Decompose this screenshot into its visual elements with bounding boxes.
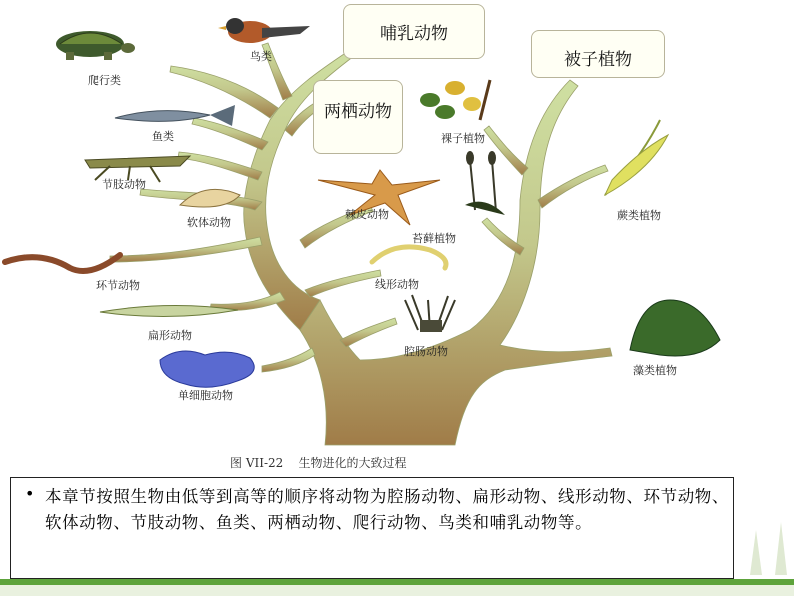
worm-illustration — [5, 255, 120, 271]
description-textbox — [10, 477, 734, 579]
moss-illustration — [465, 151, 505, 215]
branch-coelenterates — [340, 318, 397, 347]
label-coelenterates: 腔肠动物 — [404, 345, 448, 358]
label-annelids: 环节动物 — [96, 279, 140, 292]
flatworm-illustration — [100, 305, 238, 316]
label-nematodes: 线形动物 — [375, 278, 419, 291]
callout-angiosperms-text: 被子植物 — [564, 50, 632, 70]
callout-mammals-text: 哺乳动物 — [380, 24, 448, 44]
branch-gymnosperms — [484, 126, 528, 175]
callout-amphibians — [313, 80, 403, 154]
label-fish: 鱼类 — [152, 130, 174, 143]
label-reptiles: 爬行类 — [88, 74, 121, 87]
bullet-marker: • — [25, 484, 35, 503]
callout-mammals — [343, 4, 485, 59]
label-protozoa: 单细胞动物 — [178, 389, 233, 402]
label-mollusks: 软体动物 — [187, 216, 231, 229]
label-gymnosperms: 裸子植物 — [441, 132, 485, 145]
branch-annelids — [110, 237, 262, 262]
bird-illustration — [218, 18, 310, 43]
turtle-illustration — [56, 31, 135, 60]
label-birds: 鸟类 — [250, 50, 272, 63]
label-flatworms: 扁形动物 — [148, 329, 192, 342]
fish-illustration — [115, 105, 235, 126]
branch-ferns — [538, 165, 608, 208]
footer-bar-light — [0, 585, 794, 596]
branch-protozoa — [262, 348, 315, 372]
branch-arthropods — [178, 152, 262, 180]
algae-illustration — [630, 300, 720, 356]
nematode-illustration — [372, 247, 446, 268]
callout-angiosperms — [531, 30, 665, 78]
branch-nematodes — [305, 270, 381, 297]
label-bryophytes: 苔藓植物 — [412, 232, 456, 245]
figure-caption: 图 VII-22 生物进化的大致过程 — [230, 456, 407, 470]
label-arthropods: 节肢动物 — [102, 178, 146, 191]
label-algae: 藻类植物 — [633, 364, 677, 377]
label-echinoderms: 棘皮动物 — [345, 208, 389, 221]
label-ferns: 蕨类植物 — [617, 209, 661, 222]
gymnosperm-illustration — [420, 80, 490, 120]
hydra-illustration — [405, 295, 455, 332]
protozoa-illustration — [160, 351, 254, 387]
description-paragraph: 本章节按照生物由低等到高等的顺序将动物为腔肠动物、扁形动物、线形动物、环节动物、软体动物、节肢动物、鱼类、两栖动物、爬行动物、鸟类和哺乳动物等。 — [45, 487, 729, 532]
callout-amphibians-text: 两栖动物 — [324, 102, 392, 122]
fern-illustration — [605, 120, 668, 195]
